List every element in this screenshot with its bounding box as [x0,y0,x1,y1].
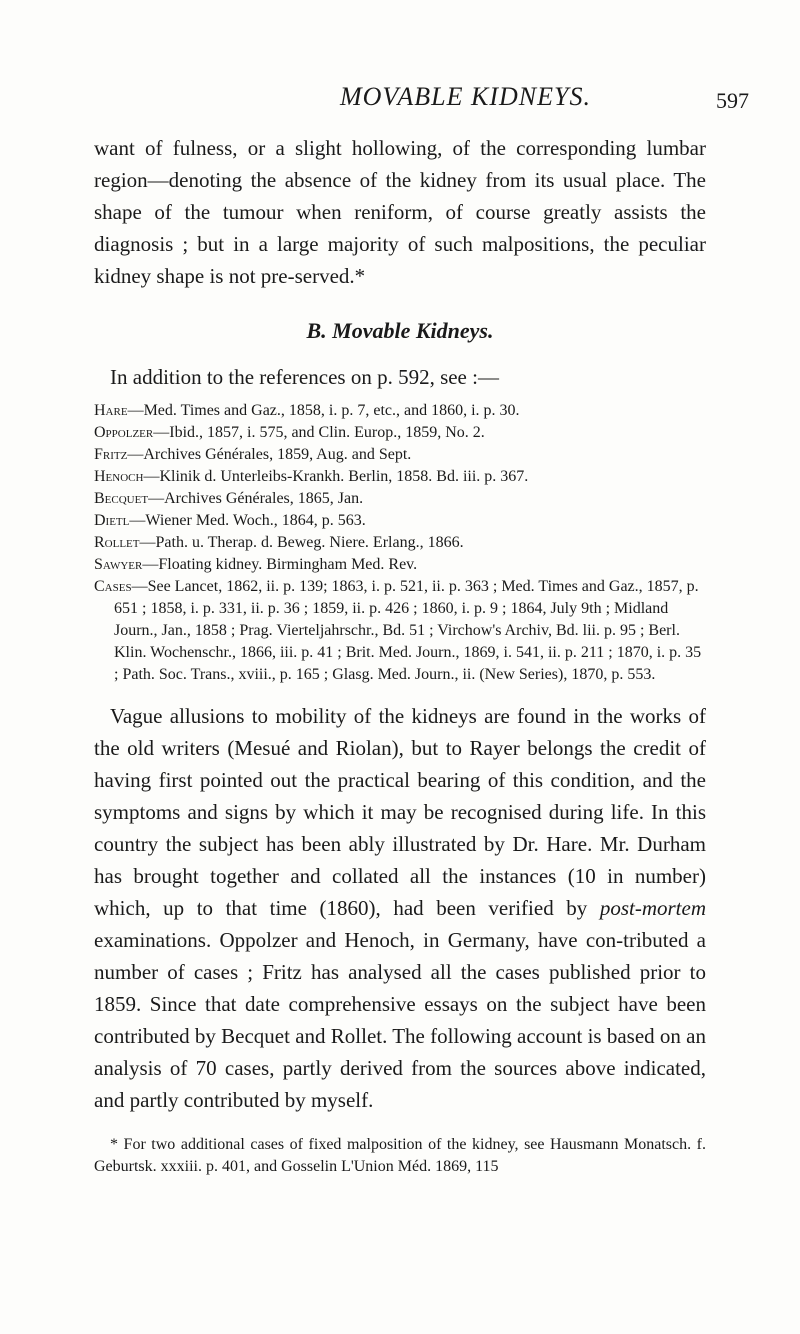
reference-text: —Archives Générales, 1859, Aug. and Sept. [127,446,412,463]
reference-item [94,510,706,532]
running-head [0,82,800,113]
reference-item [94,488,706,510]
reference-item [94,466,706,488]
reference-item [94,576,706,686]
reference-text: —See Lancet, 1862, ii. p. 139; 1863, i. p. 521, ii. p. 363 ; Med. Times and Gaz., 1857, p. 651 ; 1858, i. p. 331, ii. p. 36 ; 1859, ii. p. 426 ; 1860, i. p. 9 ; 1864, July 9th ; Midland Journ., Jan., 1858 ; Prag. Vierteljahrschr., Bd. 51 ; Virchow's Archiv, Bd. lii. p. 95 ; Berl. Klin. Wochenschr., 1866, iii. p. 41 ; Brit. Med. Journ., 1869, i. 541, ii. p. 211 ; 1870, i. p. 35 ; Path. Soc. Trans., xviii., p. 165 ; Glasg. Med. Journ., ii. (New Series), 1870, p. 553. [114,578,702,683]
paragraph-continued: want of fulness, or a slight hollowing, of the corresponding lumbar region—denoting the absence of the kidney from its usual place. The shape of the tumour when reniform, of course greatly assists the diagnosis ; but in a large majority of such malpositions, the peculiar kidney shape is not pre-served.* [94,136,706,288]
reference-item [94,532,706,554]
reference-text: —Klinik d. Unterleibs-Krankh. Berlin, 1858. Bd. iii. p. 367. [143,468,529,485]
paragraph-history [94,700,706,1116]
reference-item [94,422,706,444]
reference-item [94,554,706,576]
references-intro: In addition to the references on p. 592, see :— [110,365,499,389]
reference-text: —Archives Générales, 1865, Jan. [148,490,364,507]
reference-text: —Ibid., 1857, i. 575, and Clin. Europ., 1859, No. 2. [153,424,485,441]
footnote: * For two additional cases of fixed malposition of the kidney, see Hausmann Monatsch. f. Geburtsk. xxxiii. p. 401, and Gosselin L'Union Méd. 1869, 115 [94,1136,706,1175]
reference-text: —Floating kidney. Birmingham Med. Rev. [142,556,418,573]
reference-author: Dietl [94,512,130,529]
running-title: MOVABLE KIDNEYS. [340,82,591,111]
reference-author: Rollet [94,534,140,551]
section-heading: B. Movable Kidneys. [306,318,494,343]
page-number: 597 [716,88,749,113]
reference-author: Fritz [94,446,128,463]
reference-author: Sawyer [94,556,143,573]
reference-author: Hare [94,402,128,419]
reference-author: Cases [94,578,132,595]
reference-author: Oppolzer [94,424,154,441]
reference-text: —Path. u. Therap. d. Beweg. Niere. Erlang., 1866. [139,534,464,551]
reference-author: Henoch [94,468,144,485]
reference-item [94,400,706,422]
paragraph-history-part-2: examinations. Oppolzer and Henoch, in Germany, have con-tributed a number of cases ; Fritz has analysed all the cases published prior to 1859. Since that date comprehensive essays on the subject have been contributed by Becquet and Rollet. The following account is based on an analysis of 70 cases, partly derived from the sources above indicated, and partly contributed by myself. [94,928,706,1112]
reference-author: Becquet [94,490,149,507]
reference-text: —Med. Times and Gaz., 1858, i. p. 7, etc., and 1860, i. p. 30. [127,402,520,419]
italic-term: post-mortem [599,896,706,920]
reference-list [94,400,706,686]
reference-text: —Wiener Med. Woch., 1864, p. 563. [129,512,366,529]
text-block [94,132,706,1178]
reference-item [94,444,706,466]
paragraph-history-part-1: Vague allusions to mobility of the kidneys are found in the works of the old writers (Mesué and Riolan), but to Rayer belongs the credit of having first pointed out the practical bearing of this condition, and the symptoms and signs by which it may be recognised during life. In this country the subject has been ably illustrated by Dr. Hare. Mr. Durham has brought together and collated all the instances (10 in number) which, up to that time (1860), had been verified by [94,704,706,920]
